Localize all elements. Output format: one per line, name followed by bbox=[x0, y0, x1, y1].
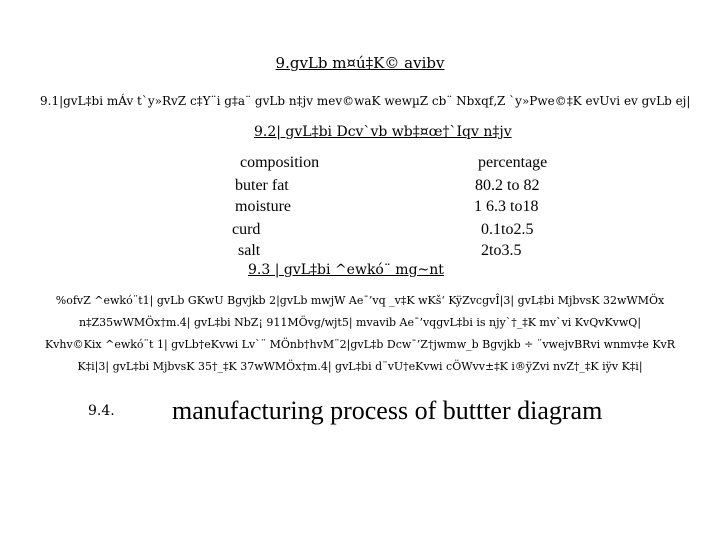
table-row-label: curd bbox=[232, 221, 261, 238]
table-row-value: 2to3.5 bbox=[481, 242, 522, 259]
body-line: K‡i|3| gvL‡bi MjbvsK 35†_‡K 37wWMÖx†m.4| gvL‡bi d¨vU†eKvwi cÖWvv±‡K i®ÿZvi nvZ†_‡K iÿv K‡i| bbox=[77, 360, 643, 373]
table-row-label: moisture bbox=[235, 198, 291, 215]
table-row-label: salt bbox=[238, 242, 261, 259]
section-3-body bbox=[40, 290, 680, 378]
table-header-composition: composition bbox=[240, 154, 320, 171]
table-row-value: 1 6.3 to18 bbox=[474, 198, 539, 215]
table-header-percentage: percentage bbox=[478, 154, 548, 171]
intro-text: 9.1|gvL‡bi mÁv t`y»RvZ c‡Y¨i g‡a¨ gvLb n‡jv mev©waK wewµZ cb¨ Nbxqf‚Z `y»Pwe©‡K evUvi ev gvLb ej| bbox=[40, 94, 691, 108]
section-3-title: 9.3 | gvL‡bi ^ewkó¨ mg~nt bbox=[248, 262, 444, 278]
page-title: 9.gvLb m¤ú‡K© avibv bbox=[275, 54, 445, 72]
section-4-number: 9.4. bbox=[88, 403, 115, 419]
body-line: %ofvZ ^ewkó¨t1| gvLb GKwU Bgvjkb 2|gvLb mwjW Ae¯’vq _v‡K wKš‘ KÿZvcgvÎ|3| gvL‡bi MjbvsK 32wWMÖx bbox=[55, 294, 665, 307]
table-row-value: 0.1to2.5 bbox=[481, 221, 534, 238]
section-4-title: manufacturing process of buttter diagram bbox=[172, 396, 603, 425]
table-row-value: 80.2 to 82 bbox=[475, 177, 540, 194]
body-line: n‡Z35wWMÖx†m.4| gvL‡bi NbZ¡ 911MÖvg/wjt5| mvavib Ae¯’vqgvL‡bi is njy`†_‡K mv`vi KvQvKvwQ| bbox=[78, 316, 642, 329]
table-row-label: buter fat bbox=[235, 177, 289, 194]
body-line: Kvhv©Kix ^ewkó¨t 1| gvLb†eKvwi Lv`¨ MÖnb†hvM¨2|gvL‡b Dcw¯’Z†jwmw_b Bgvjkb ÷ ¨vwejvBRvi wnmv‡e KvR bbox=[44, 338, 676, 351]
section-2-title: 9.2| gvL‡bi Dcv`vb wb‡¤œ†`Iqv n‡jv bbox=[254, 124, 512, 140]
